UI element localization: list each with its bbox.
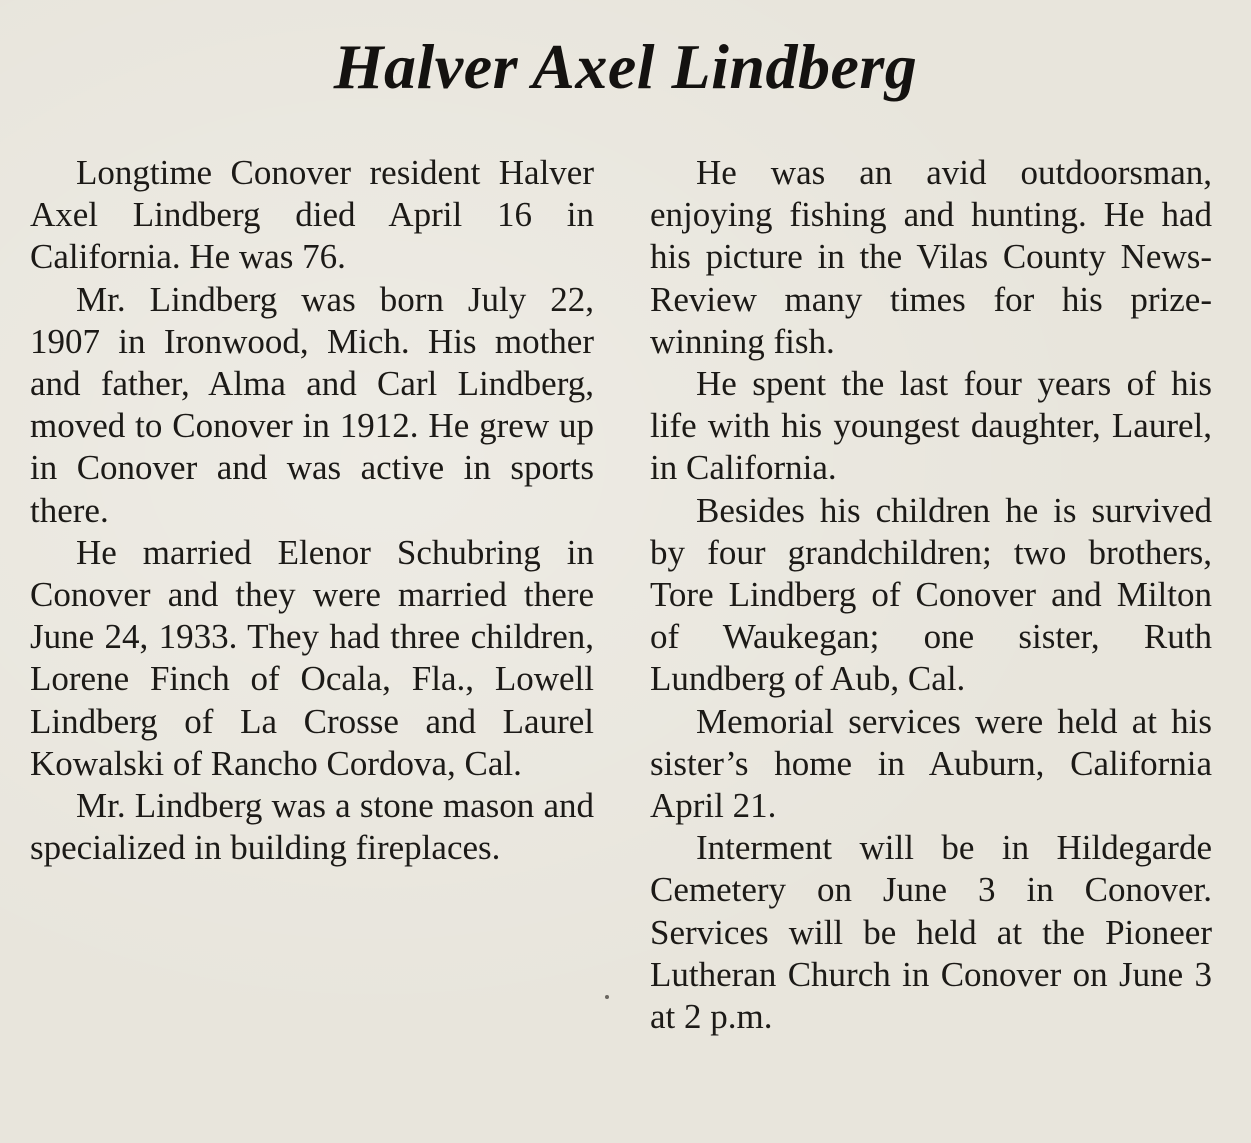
paragraph-hobbies: He was an avid outdoorsman, enjoying fishing and hunting. He had his picture in the Vilas County News-Review many times for his prize-winning fish.	[650, 153, 1212, 361]
paragraph-occupation: Mr. Lindberg was a stone mason and specialized in building fireplaces.	[30, 786, 594, 868]
right-column	[650, 152, 1212, 1038]
paragraph-last-years: He spent the last four years of his life with his youngest daughter, Laurel, in California.	[650, 364, 1212, 488]
left-column	[30, 152, 594, 869]
paragraph-marriage-children: He married Elenor Schubring in Conover and they were married there June 24, 1933. They had three children, Lorene Finch of Ocala, Fla., Lowell Lindberg of La Crosse and Laurel Kowalski of Rancho Cordova, Cal.	[30, 532, 594, 783]
paragraph-death-notice: Longtime Conover resident Halver Axel Lindberg died April 16 in California. He was 76.	[30, 153, 594, 277]
obituary-headline: Halver Axel Lindberg	[333, 31, 918, 102]
paragraph-memorial-services: Memorial services were held at his sister’s home in Auburn, California April 21.	[650, 701, 1212, 826]
paragraph-interment: Interment will be in Hildegarde Cemetery on June 3 in Conover. Services will be held at the Pioneer Lutheran Church in Conover on June 3 at 2 p.m.	[650, 828, 1212, 1037]
paragraph-birth: Mr. Lindberg was born July 22, 1907 in Ironwood, Mich. His mother and father, Alma and Carl Lindberg, moved to Conover in 1912. He grew up in Conover and was active in sports there.	[30, 279, 594, 530]
print-speck	[605, 995, 609, 999]
paragraph-survivors: Besides his children he is survived by four grandchildren; two brothers, Tore Lindberg of Conover and Milton of Waukegan; one sister, Ruth Lundberg of Aub, Cal.	[650, 490, 1212, 699]
